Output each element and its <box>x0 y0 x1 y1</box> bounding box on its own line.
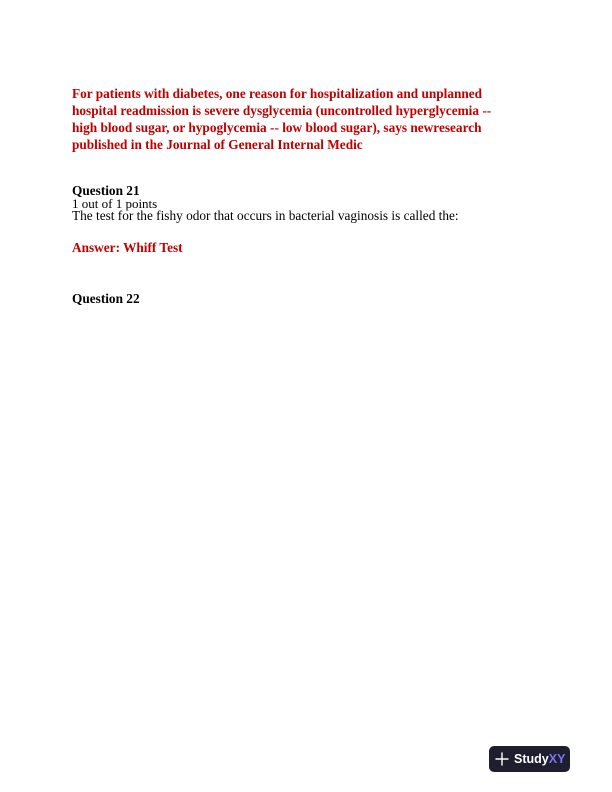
intro-line: hospital readmission is severe dysglycemia (uncontrolled hyperglycemia -- <box>72 103 492 118</box>
plus-sparkle-icon <box>495 752 509 766</box>
question-21-title: Question 21 <box>72 183 140 198</box>
intro-line: For patients with diabetes, one reason for hospitalization and unplanned <box>72 86 483 101</box>
question-21-text: The test for the fishy odor that occurs in bacterial vaginosis is called the: <box>72 208 459 223</box>
brand-name-suffix: XY <box>548 752 566 766</box>
studyxy-badge[interactable] <box>489 746 570 772</box>
brand-name-prefix: Study <box>514 752 549 766</box>
intro-line: published in the Journal of General Internal Medic <box>72 137 363 152</box>
question-21-answer: Answer: Whiff Test <box>72 240 183 255</box>
question-21-points: 1 out of 1 points <box>72 196 158 211</box>
question-22-title: Question 22 <box>72 291 140 306</box>
intro-line: high blood sugar, or hypoglycemia -- low blood sugar), says newresearch <box>72 120 482 135</box>
intro-paragraph <box>72 85 542 153</box>
